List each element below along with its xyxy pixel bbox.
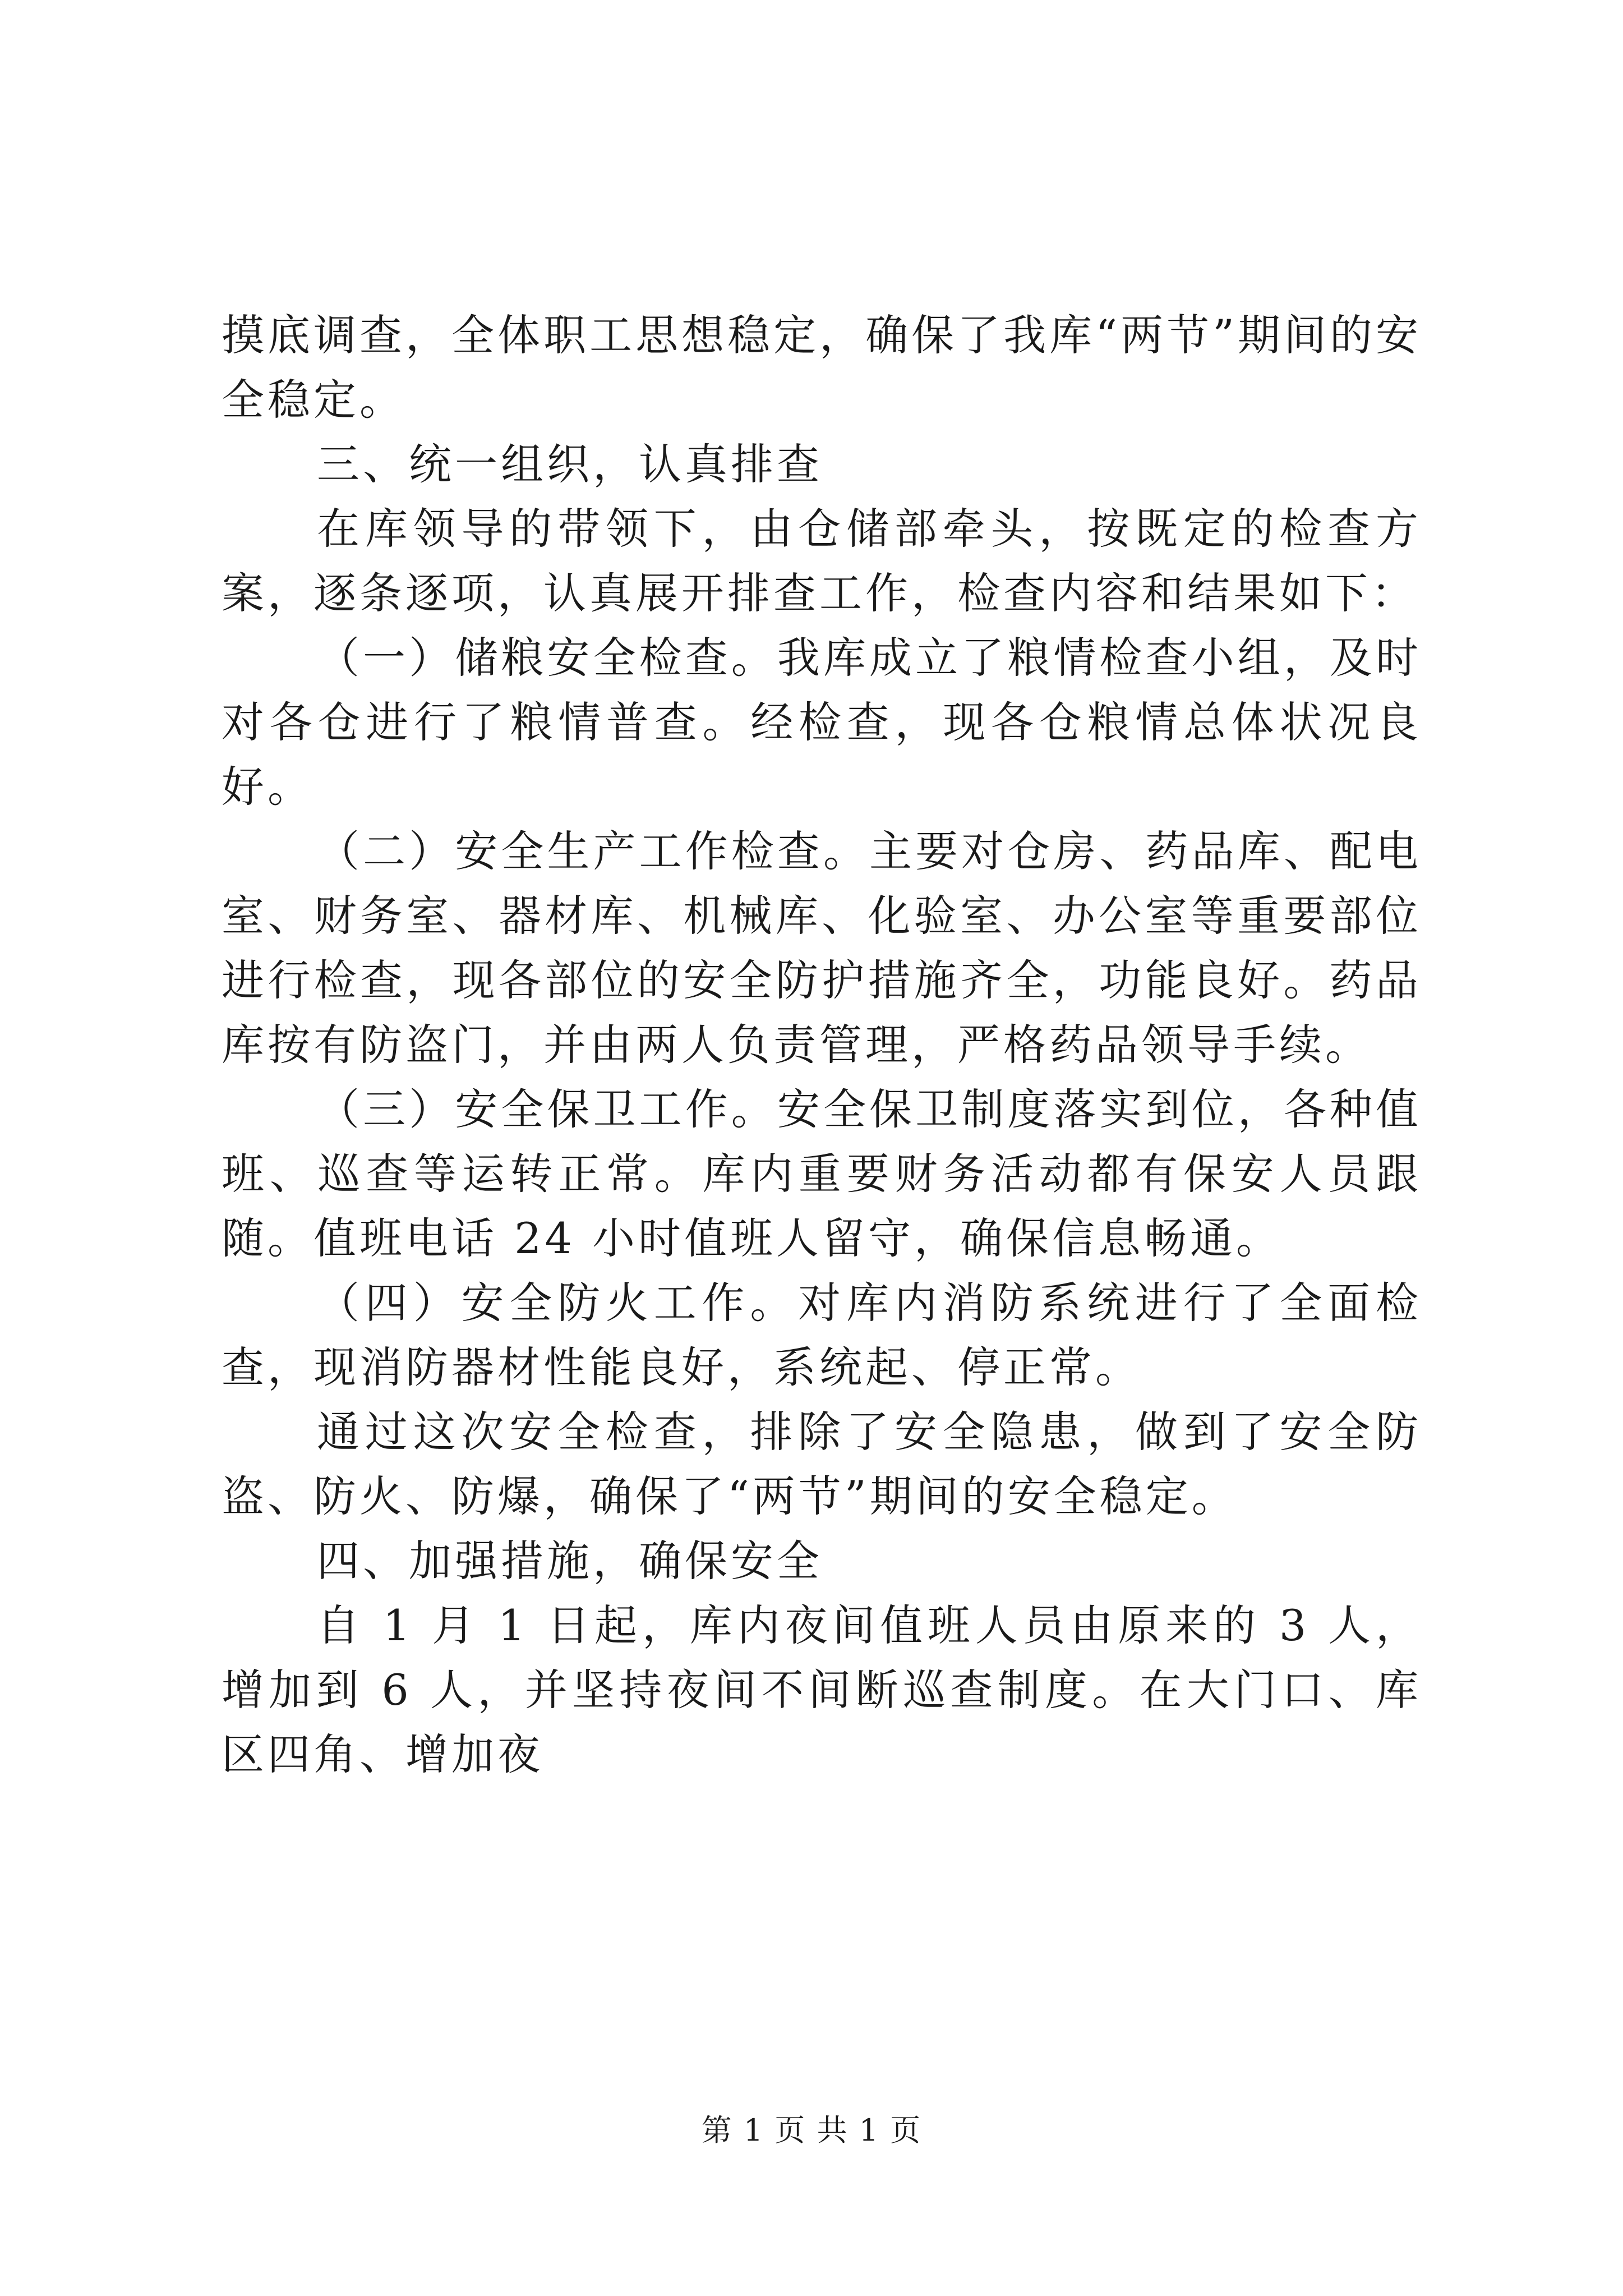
section-heading: 四、加强措施，确保安全 <box>317 1536 823 1586</box>
paragraph: （二）安全生产工作检查。主要对仓房、药品库、配电室、财务室、器材库、机械库、化验室、办公室等重要部位进行检查，现各部位的安全防护措施齐全，功能良好。药品库按有防盗门，并由两人负责管理，严格药品领导手续。 <box>222 826 1422 1070</box>
paragraph: 摸底调查，全体职工思想稳定，确保了我库“两节”期间的安全稳定。 <box>222 310 1422 425</box>
paragraph: 自 1 月 1 日起，库内夜间值班人员由原来的 3 人，增加到 6 人，并坚持夜间不间断巡查制度。在大门口、库区四角、增加夜 <box>222 1600 1422 1779</box>
section-heading: 三、统一组织，认真排查 <box>317 439 823 489</box>
paragraph: （三）安全保卫工作。安全保卫制度落实到位，各种值班、巡查等运转正常。库内重要财务活动都有保安人员跟随。值班电话 24 小时值班人留守，确保信息畅通。 <box>222 1084 1422 1263</box>
paragraph: （四）安全防火工作。对库内消防系统进行了全面检查，现消防器材性能良好，系统起、停正常。 <box>222 1278 1422 1392</box>
paragraph: （一）储粮安全检查。我库成立了粮情检查小组，及时对各仓进行了粮情普查。经检查，现各仓粮情总体状况良好。 <box>222 633 1422 812</box>
document-body <box>222 303 1422 1787</box>
paragraph: 通过这次安全检查，排除了安全隐患，做到了安全防盗、防火、防爆，确保了“两节”期间的安全稳定。 <box>222 1407 1422 1521</box>
page-footer: 第 1 页 共 1 页 <box>701 2113 922 2148</box>
paragraph: 在库领导的带领下，由仓储部牵头，按既定的检查方案，逐条逐项，认真展开排查工作，检查内容和结果如下： <box>222 504 1422 618</box>
